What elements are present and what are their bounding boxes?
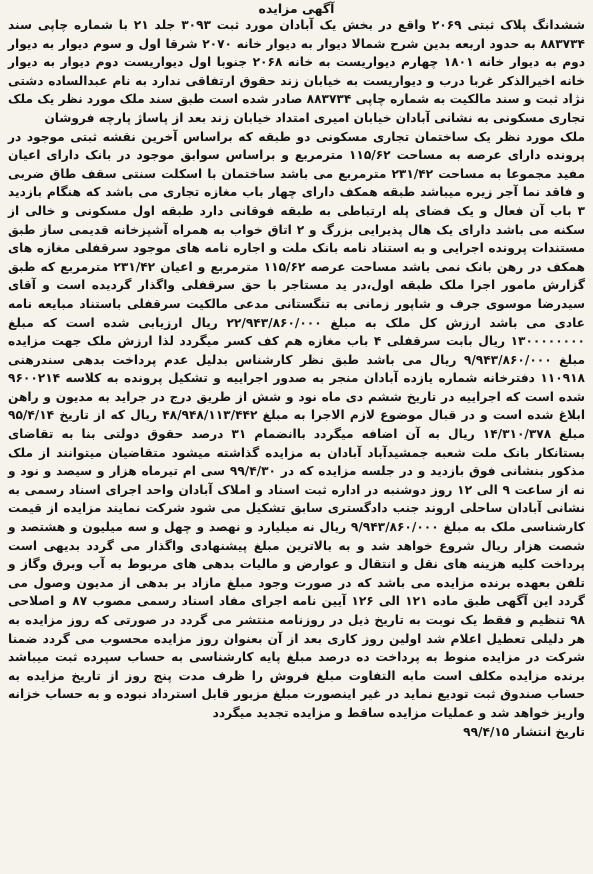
auction-terms-paragraph: ملک مورد نظر یک ساختمان تجاری مسکونی دو طبقه که براساس آخرین نقشه ثبتی موجود در پرونده دارای عرصه به مساحت ۱۱۵/۶۲ مترمربع و براساس سوابق موجود در بانک دارای اعیان مفید مجموعا به مساحت ۲۳۱/۴۲ مترمربع می باشد ساختمان با اسکلت سنتی سقف طاق ضربی و فاقد نما آجر زیره میباشد طبقه همکف دارای چهار باب مغازه تجاری می باشد که هنگام بازدید ۳ باب آن فعال و یک فضای پله ارتباطی به طبقه فوقانی دارد طبقه اول مسکونی و خالی از سکنه می باشد دارای یک هال پذیرایی بزرگ و ۲ اتاق خواب به همراه آشپزخانه قدیمی ساز طبق مستندات پرونده اجرایی و به استناد نامه بانک ملت و اجاره نامه های موجود سرقفلی مغازه های همکف در رهن بانک نمی باشد مساحت عرصه ۱۱۵/۶۲ مترمربع و اعیان ۲۳۱/۴۲ مترمربع که طبق گزارش مامور اجرا ملک طبقه اول،در ید مستاجر با حق سرقفلی واگذار گردیده است و آقای سیدرضا موسوی جرف و شاپور زمانی به تنگستانی مدعی مالکیت سرقفلی باستناد مبایعه نامه عادی می باشد ارزش کل ملک به مبلغ ۲۲/۹۴۳/۸۶۰/۰۰۰ ریال ارزیابی شده است که مبلغ ۱۳۰۰۰۰۰۰۰۰ ریال بابت سرقفلی ۴ باب مغازه هم کف کسر میگردد لذا ارزش ملک جهت مزایده مبلغ ۹/۹۴۳/۸۶۰/۰۰۰ ریال می باشد طبق نظر کارشناس بدلیل عدم پرداخت بدهی سندرهنی ۱۱۰۹۱۸ دفترخانه شماره یازده آبادان منجر به صدور اجراییه و تشکیل پرونده به کلاسه ۹۶۰۰۲۱۴ شده است که اجراییه در تاریخ ششم دی ماه نود و شش از طریق درج در جراید به مدیون و راهن ابلاغ شده است و در قبال موضوع لازم الاجرا به مبلغ ۴۸/۹۴۸/۱۱۳/۴۴۲ ریال که از تاریخ ۹۵/۴/۱۴ مبلغ ۱۴/۳۱۰/۳۷۸ ریال به آن اضافه میگردد باانضمام ۳۱ درصد حقوق دولتی بنا به تقاضای بستانکار بانک ملت شعبه جمشیدآباد آبادان به مزایده گذاشته میشود متقاضیان میتوانند از ملک مذکور بنشانی فوق بازدید و در جلسه مزایده که در ۹۹/۴/۳۰ سی ام تیرماه هزار و سیصد و نود و نه از ساعت ۹ الی ۱۲ روز دوشنبه در اداره ثبت اسناد و املاک آبادان واحد اجرای اسناد رسمی به نشانی آبادان ساحلی اروند جنب دادگستری سابق تشکیل می شود شرکت نمایند مزایده از قیمت کارشناسی ملک به مبلغ ۹/۹۴۳/۸۶۰/۰۰۰ ریال نه میلیارد و نهصد و چهل و سه میلیون و هشتصد و شصت هزار ریال شروع خواهد شد و به بالاترین مبلغ پیشنهادی واگذار می گردد بدیهی است پرداخت کلیه هزینه های نقل و انتقال و عوارض و مالیات بدهی های مربوط به آب وبرق وگاز و تلفن بعهده برنده مزایده می باشد که در صورت وجود مبلغ مازاد بر بدهی از مدیون وصول می گردد این آگهی طبق ماده ۱۲۱ الی ۱۲۶ آیین نامه اجرای مفاد اسناد رسمی مصوب ۸۷ و اصلاحی ۹۸ تنظیم و فقط یک نوبت به تاریخ ذیل در روزنامه منتشر می گردد در صورتی که روز مزایده به هر دلیلی تعطیل اعلام شد اولین روز کاری بعد از آن بعنوان روز مزایده محسوب می گردد ضمنا شرکت در مزایده منوط به پرداخت ده درصد مبلغ پایه کارشناسی به حساب سپرده ثبت میباشد برنده مزایده مکلف است مابه التفاوت مبلغ فروش را ظرف مدت پنج روز از تاریخ مزایده به حساب صندوق ثبت تودیع نماید در غیر اینصورت مبلغ مزبور قابل استرداد نبوده و به حساب خزانه واریز خواهد شد و عملیات مزایده ساقط و مزایده تجدید میگردد (8, 129, 586, 720)
publish-date: تاریخ انتشار ۹۹/۴/۱۵ (463, 724, 585, 739)
notice-title: آگهی مزایده (258, 1, 335, 16)
property-description-paragraph: ششدانگ پلاک ثبتی ۲۰۶۹ واقع در بخش یک آبادان مورد ثبت ۳۰۹۳ جلد ۲۱ با شماره چاپی سند ۸۸۳۷۳۴ به حدود اربعه بدین شرح شمالا دیوار به دیوار خانه ۲۰۷۰ شرقا اول و سوم دیوار به دیوار دوم به دیوار خانه ۱۸۰۱ چهارم دیواریست به خانه ۲۰۶۸ جنوبا اول دیواریست دوم دیوار به دیوار خانه اخیرالذکر غربا درب و دیواریست به خیابان زند حقوق ارتفاقی ندارد به نام عبدالساده دشتی نژاد ثبت و سند مالکیت به شماره چاپی ۸۸۳۷۳۴ صادر شده است طبق سند ملک مورد نظر یک ملک تجاری مسکونی به نشانی آبادان خیابان امیری امتداد خیابان زند بعد از پاساژ پارچه فروشان (8, 18, 585, 125)
notice-body (8, 16, 585, 723)
